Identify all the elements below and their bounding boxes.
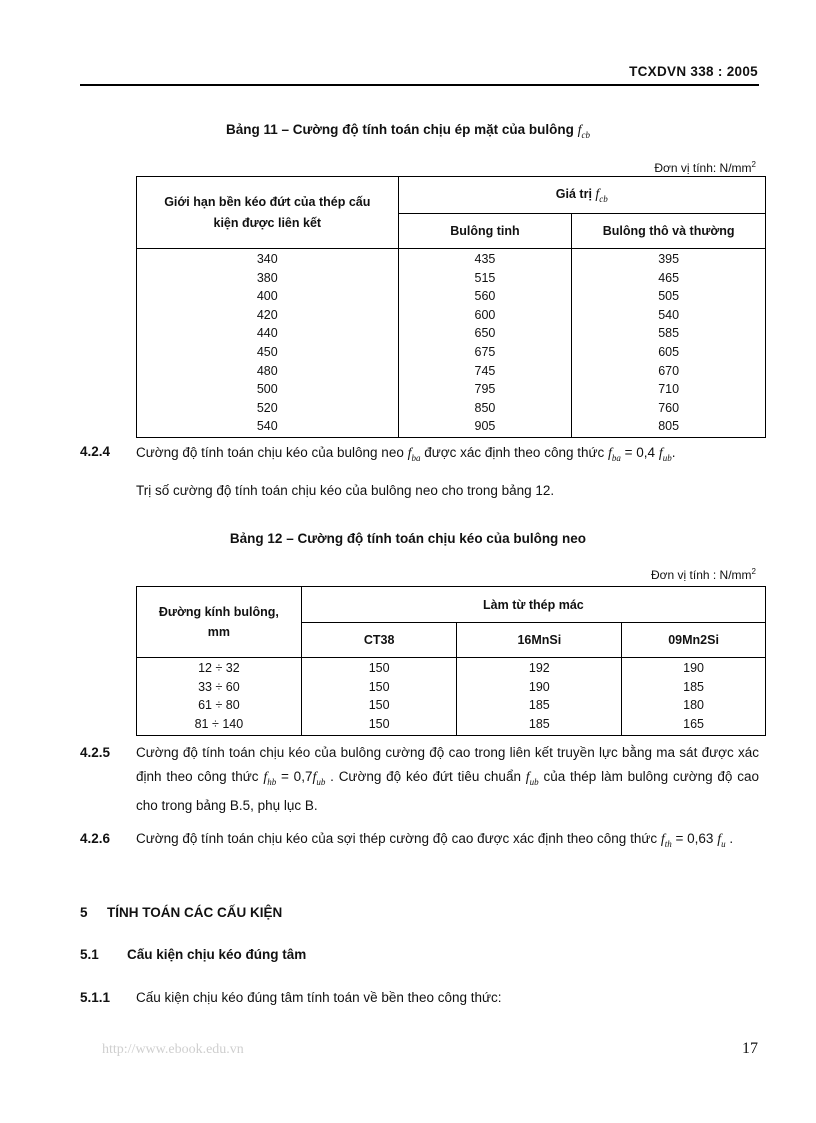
table12-cell: 190 <box>528 679 550 694</box>
s425-subscript-3: ub <box>529 776 539 787</box>
s424-subscript-2: ba <box>611 452 621 463</box>
table12-cell: 190 <box>683 661 705 675</box>
section-4-2-4-line2: Trị số cường độ tính toán chịu kéo của bulông neo cho trong bảng 12. <box>136 483 555 498</box>
s425-subscript-2: ub <box>316 776 326 787</box>
s426-subscript-1: th <box>664 838 672 849</box>
table11-group-header-text: Giá trị <box>555 186 596 201</box>
s424-text-b: được xác định theo công thức <box>420 445 609 460</box>
table12-cell: 185 <box>683 679 705 694</box>
table11-cell: 905 <box>474 419 496 434</box>
table12-cell: 12 ÷ 32 <box>198 661 240 675</box>
s425-symbol-3: f <box>525 770 530 785</box>
s424-symbol-1: f <box>407 446 412 461</box>
table11-cell: 440 <box>256 326 278 341</box>
table11-cell: 850 <box>474 400 496 415</box>
table11-caption-text: Bảng 11 – Cường độ tính toán chịu ép mặt của bulông <box>225 122 578 137</box>
s424-text-a: Cường độ tính toán chịu kéo của bulông neo <box>136 445 408 460</box>
table12-group-header: Làm từ thép mác <box>301 587 765 623</box>
table12-cell: 185 <box>528 716 550 731</box>
table12-cell: 180 <box>683 698 705 713</box>
table12-cell: 185 <box>528 698 550 713</box>
section-4-2-4-number: 4.2.4 <box>80 444 111 459</box>
table12-col4-header: 09Mn2Si <box>622 623 766 658</box>
table11-cell: 560 <box>474 289 496 304</box>
table11-cell: 435 <box>474 252 496 266</box>
document-code: TCXDVN 338 : 2005 <box>629 64 758 79</box>
s424-text-d: . <box>671 445 676 460</box>
section-5-title: TÍNH TOÁN CÁC CẤU KIỆN <box>107 905 283 920</box>
table12-cell: 150 <box>368 716 390 731</box>
table11-unit-sup: 2 <box>751 160 756 169</box>
table11-col3-cells <box>572 249 766 438</box>
s426-symbol-2: f <box>717 832 722 847</box>
table11-cell: 795 <box>474 382 496 397</box>
table12-cell: 33 ÷ 60 <box>198 679 240 694</box>
table11-cell: 500 <box>256 382 278 397</box>
s426-equation: = 0,63 <box>671 831 718 846</box>
table11-caption-subscript: cb <box>581 129 591 140</box>
table11-cell: 745 <box>474 363 496 378</box>
table12-cell: 150 <box>368 698 390 713</box>
table12 <box>136 586 766 736</box>
table12-unit-text: Đơn vị tính : N/mm <box>650 568 752 582</box>
s424-symbol-3: f <box>658 446 663 461</box>
section-5-1-1-text: Cấu kiện chịu kéo đúng tâm tính toán về bền theo công thức: <box>136 990 502 1005</box>
section-5-1-1-number: 5.1.1 <box>80 990 111 1005</box>
table12-col3-cells <box>457 658 622 736</box>
table12-col2-cells <box>301 658 457 736</box>
section-5-1-title: Cấu kiện chịu kéo đúng tâm <box>127 947 307 962</box>
table11-cell: 505 <box>658 289 680 304</box>
table12-col2-header: CT38 <box>301 623 457 658</box>
table11-cell: 605 <box>658 344 680 359</box>
table11-col3-header: Bulông thô và thường <box>572 214 766 249</box>
table12-caption: Bảng 12 – Cường độ tính toán chịu kéo của bulông neo <box>229 531 587 546</box>
table11-cell: 805 <box>658 419 680 434</box>
table11-cell: 675 <box>474 344 496 359</box>
table11-cell: 380 <box>256 270 278 285</box>
section-5-1-number: 5.1 <box>80 947 99 962</box>
table12-col1-cells <box>137 658 302 736</box>
footer-watermark-url: http://www.ebook.edu.vn <box>102 1042 244 1057</box>
table12-cell: 192 <box>528 661 550 675</box>
table11-col1-cells <box>137 249 399 438</box>
table11-cell: 760 <box>658 400 680 415</box>
s424-subscript-3: ub <box>662 452 672 463</box>
table11-caption <box>0 122 816 140</box>
table11-cell: 340 <box>256 252 278 266</box>
table12-col4-cells <box>622 658 766 736</box>
section-4-2-5-text <box>136 741 759 818</box>
table12-unit-sup: 2 <box>751 567 756 576</box>
table11-cell: 540 <box>658 307 680 322</box>
s426-text-1: Cường độ tính toán chịu kéo của sợi thép cường độ cao được xác định theo công thức <box>136 831 661 846</box>
table12-cell: 81 ÷ 140 <box>194 716 244 731</box>
section-4-2-4-line1 <box>136 441 776 470</box>
table11-cell: 515 <box>474 270 496 285</box>
s426-text-2: . <box>725 831 734 846</box>
section-4-2-6-text <box>136 827 759 856</box>
table12-unit <box>651 567 756 582</box>
table11-cell: 710 <box>658 382 680 397</box>
table11-unit <box>654 160 756 175</box>
page-number: 17 <box>742 1040 758 1057</box>
table12-col1-header: Đường kính bulông, mm <box>137 587 302 658</box>
table11-cell: 465 <box>658 270 680 285</box>
table11-cell: 450 <box>256 344 278 359</box>
table11-cell: 540 <box>256 419 278 434</box>
s425-text-2: . Cường độ kéo đứt tiêu chuẩn <box>325 769 526 784</box>
s425-equation: = 0,7 <box>276 769 313 784</box>
section-5-number: 5 <box>80 905 88 920</box>
s425-text-1: Cường độ tính toán chịu kéo của bulông cường độ cao trong liên kết truyền lực bằng ma sát được xác định theo công thức <box>136 745 759 784</box>
s425-symbol-1: f <box>263 770 268 785</box>
table11-col2-header: Bulông tinh <box>398 214 572 249</box>
s426-subscript-2: u <box>721 838 726 849</box>
table11-cell: 480 <box>256 363 278 378</box>
table11-cell: 520 <box>256 400 278 415</box>
s426-symbol-1: f <box>660 832 665 847</box>
table11 <box>136 176 766 438</box>
table11-caption-symbol: f <box>577 123 582 138</box>
table12-cell: 165 <box>683 716 705 731</box>
s425-text-3: của thép làm bulông cường độ cao cho trong bảng B.5, phụ lục B. <box>136 769 760 813</box>
table12-cell: 61 ÷ 80 <box>198 698 240 713</box>
table11-cell: 400 <box>256 289 278 304</box>
section-4-2-5-number: 4.2.5 <box>80 745 111 760</box>
table11-col2-cells <box>398 249 572 438</box>
table11-cell: 670 <box>658 363 680 378</box>
table11-unit-text: Đơn vị tính: N/mm <box>654 161 752 175</box>
table11-group-header-subscript: cb <box>599 193 608 204</box>
table11-cell: 600 <box>474 307 496 322</box>
header-rule <box>80 84 759 86</box>
table12-cell: 150 <box>368 679 390 694</box>
table12-cell: 150 <box>368 661 390 675</box>
table12-col3-header: 16MnSi <box>457 623 622 658</box>
table11-cell: 585 <box>658 326 680 341</box>
table11-cell: 650 <box>474 326 496 341</box>
table11-group-header <box>398 177 765 214</box>
table11-group-header-symbol: f <box>595 186 600 202</box>
section-4-2-6-number: 4.2.6 <box>80 831 111 846</box>
s425-symbol-2: f <box>312 770 317 785</box>
s424-subscript-1: ba <box>411 452 421 463</box>
table11-cell: 420 <box>256 307 278 322</box>
s425-subscript-1: hb <box>267 776 277 787</box>
s424-symbol-2: f <box>608 446 612 461</box>
table11-cell: 395 <box>658 252 680 266</box>
s424-text-c: = 0,4 <box>620 445 659 460</box>
table11-col1-header: Giới hạn bền kéo đứt của thép cấu kiện được liên kết <box>137 177 399 249</box>
